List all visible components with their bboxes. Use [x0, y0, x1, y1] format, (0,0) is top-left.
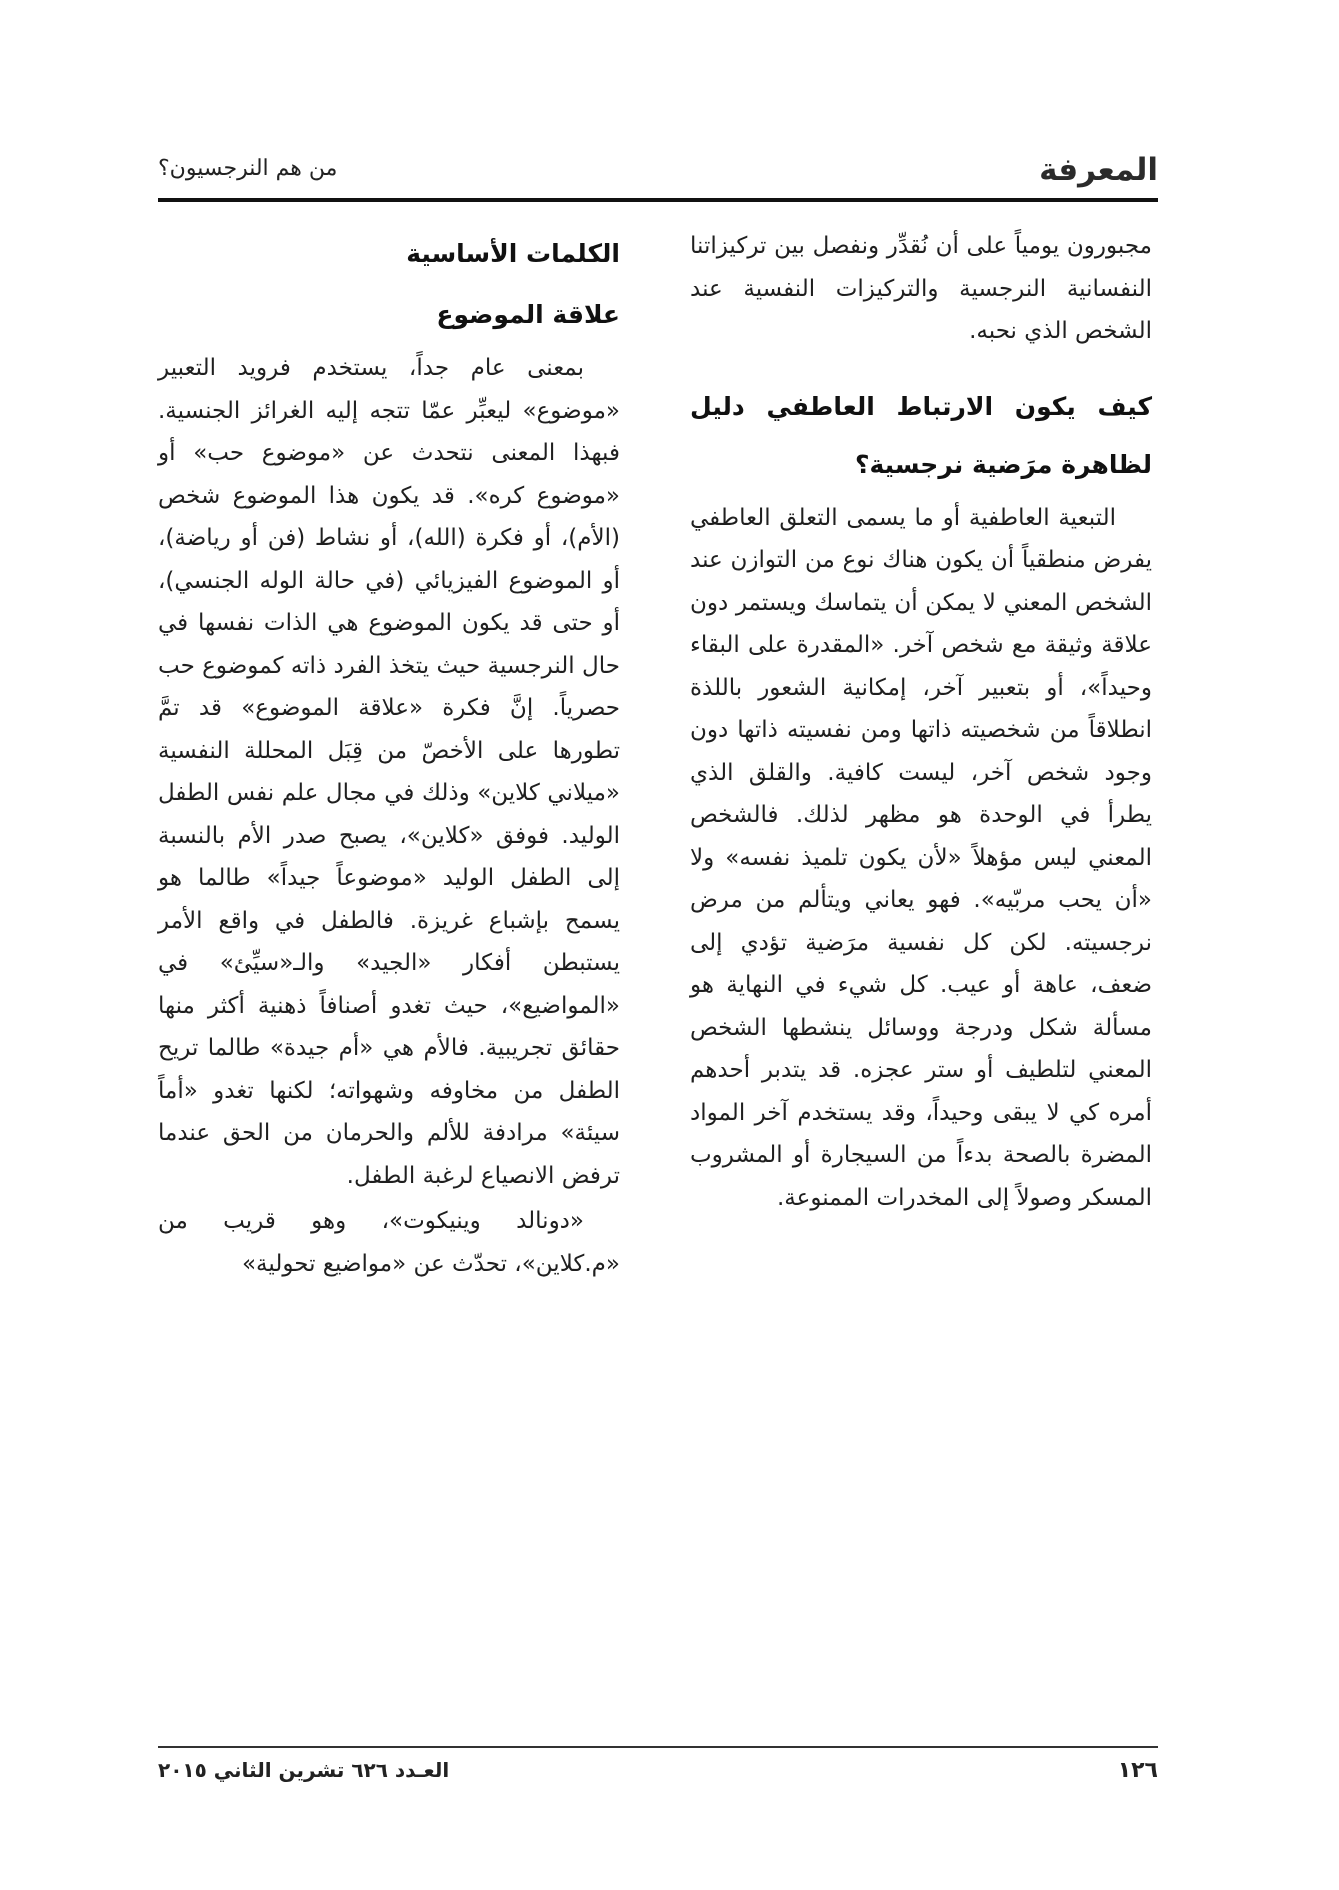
page-header	[158, 152, 1158, 192]
body-paragraph: التبعية العاطفية أو ما يسمى التعلق العاطفي يفرض منطقياً أن يكون هناك نوع من التوازن عند الشخص المعني لا يمكن أن يتماسك ويستمر دون علاقة وثيقة مع شخص آخر. «المقدرة على البقاء وحيداً»، أو بتعبير آخر، إمكانية الشعور باللذة انطلاقاً من شخصيته ذاتها ومن نفسيته ذاتها دون وجود شخص آخر، ليست كافية. والقلق الذي يطرأ في الوحدة هو مظهر لذلك. فالشخص المعني ليس مؤهلاً «لأن يكون تلميذ نفسه» ولا «أن يحب مربّيه». فهو يعاني ويتألم من مرض نرجسيته. لكن كل نفسية مرَضية تؤدي إلى ضعف، عاهة أو عيب. كل شيء في النهاية هو مسألة شكل ودرجة ووسائل ينشطها الشخص المعني لتلطيف أو ستر عجزه. قد يتدبر أحدهم أمره كي لا يبقى وحيداً، وقد يستخدم آخر المواد المضرة بالصحة بدءاً من السيجارة أو المشروب المسكر وصولاً إلى المخدرات الممنوعة.	[690, 504, 1152, 1211]
left-column	[158, 225, 620, 1288]
page-number: ١٢٦	[1117, 1758, 1158, 1783]
paragraph-winnicott: «دونالد وينيكوت»، وهو قريب من «م.كلاين»، تحدّث عن «مواضيع تحولية»	[158, 1208, 620, 1277]
footer-rule	[158, 1746, 1158, 1748]
paragraph-freud: بمعنى عام جداً، يستخدم فرويد التعبير «موضوع» ليعبِّر عمّا تتجه إليه الغرائز الجنسية. فبهذا المعنى نتحدث عن «موضوع حب» أو «موضوع كره». قد يكون هذا الموضوع شخص (الأم)، أو فكرة (الله)، أو نشاط (فن أو رياضة)، أو الموضوع الفيزيائي (في حالة الوله الجنسي)، أو حتى قد يكون الموضوع هي الذات نفسها في حال النرجسية حيث يتخذ الفرد ذاته كموضوع حب حصرياً. إنَّ فكرة «علاقة الموضوع» قد تمَّ تطورها على الأخصّ من قِبَل المحللة النفسية «ميلاني كلاين» وذلك في مجال علم نفس الطفل الوليد. فوفق «كلاين»، يصبح صدر الأم بالنسبة إلى الطفل الوليد «موضوعاً جيداً» طالما هو يسمح بإشباع غريزة. فالطفل في واقع الأمر يستبطن أفكار «الجيد» والـ«سيِّئ» في «المواضيع»، حيث تغدو أصنافاً ذهنية أكثر منها حقائق تجريبية. فالأم هي «أم جيدة» طالما تريح الطفل من مخاوفه وشهواته؛ لكنها تغدو «أماً سيئة» مرادفة للألم والحرمان من الحق عندما ترفض الانصياع لرغبة الطفل.	[158, 355, 620, 1189]
section-gap	[690, 356, 1152, 378]
intro-paragraph: مجبورون يومياً على أن نُقدِّر ونفصل بين تركيزاتنا النفسانية النرجسية والتركيزات النفسية عند الشخص الذي نحبه.	[690, 233, 1152, 344]
page-footer	[158, 1758, 1158, 1788]
right-column	[690, 225, 1152, 1222]
running-title: من هم النرجسيون؟	[158, 156, 338, 181]
issue-info: العـدد ٦٢٦ تشرين الثاني ٢٠١٥	[158, 1758, 450, 1782]
subheading-object-relation: علاقة الموضوع	[436, 300, 620, 329]
header-rule	[158, 198, 1158, 202]
keywords-heading: الكلمات الأساسية	[406, 239, 620, 268]
section-heading: كيف يكون الارتباط العاطفي دليل لظاهرة مرَضية نرجسية؟	[690, 391, 1152, 479]
magazine-logo: المعرفة	[1039, 152, 1158, 188]
